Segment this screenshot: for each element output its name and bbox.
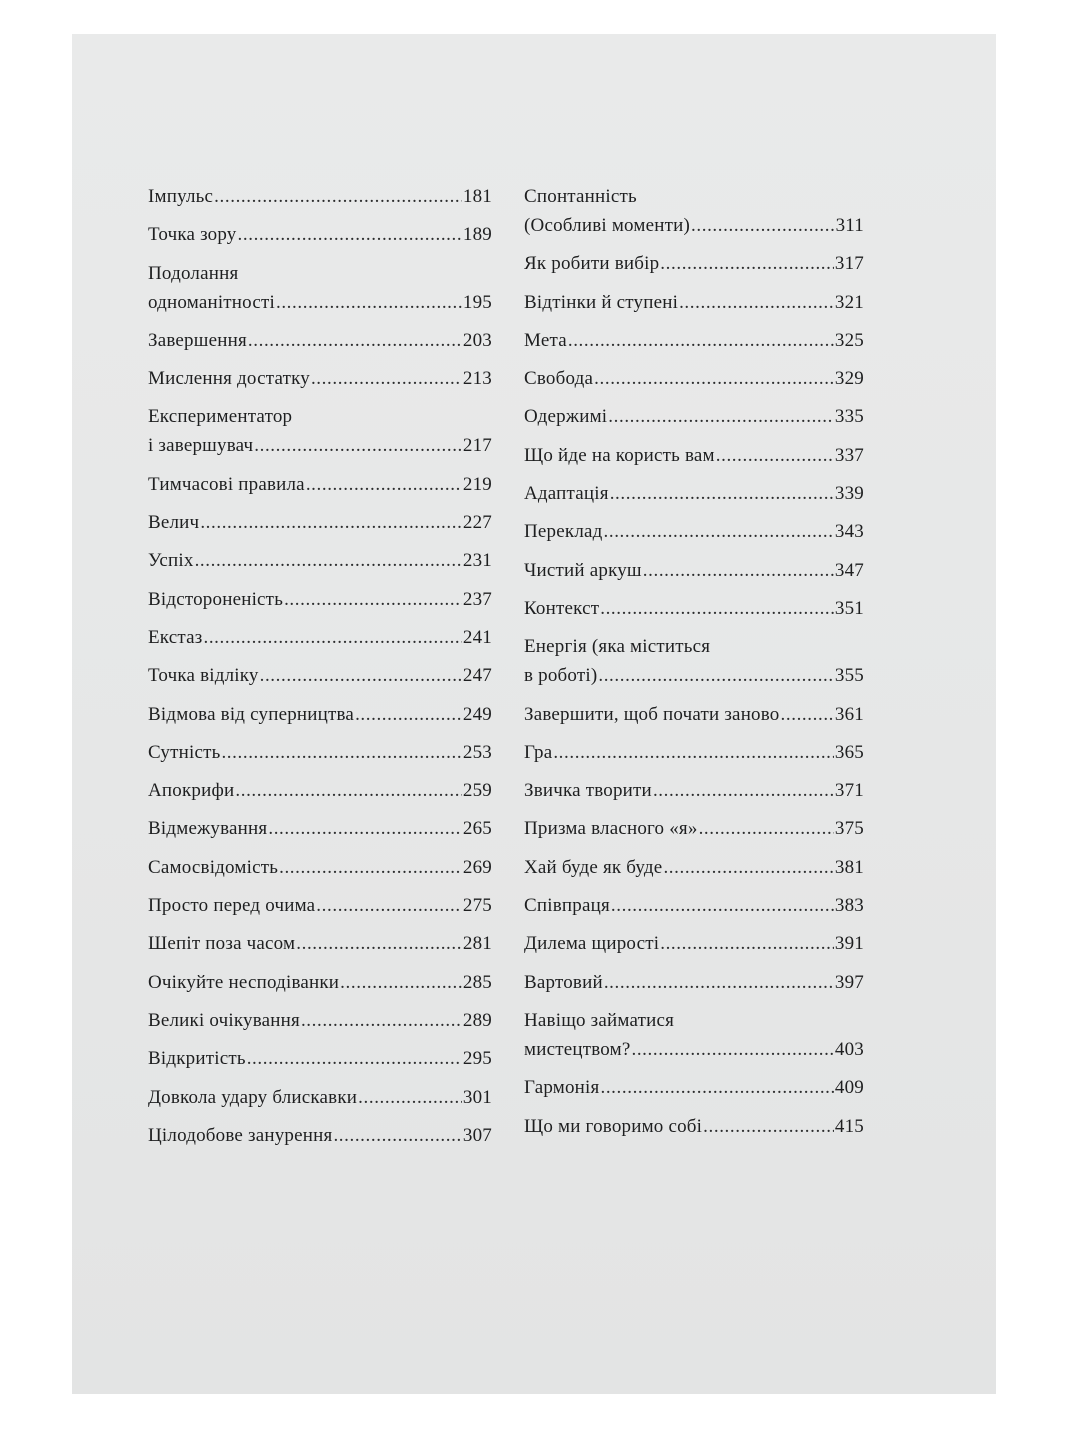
toc-entry-page-number: 365: [834, 741, 864, 763]
toc-entry-line: [524, 481, 864, 506]
toc-entry-page-number: 335: [834, 406, 864, 428]
toc-entry-title: Співпраця: [524, 895, 610, 917]
toc-entry-title: Відтінки й ступені: [524, 291, 679, 313]
toc-entry-line: [148, 587, 492, 612]
toc-entry-title: Точка відліку: [148, 665, 259, 687]
toc-entry: [148, 548, 492, 573]
toc-entry-title: мистецтвом?: [524, 1038, 631, 1060]
toc-entry-title: Що ми говоримо собі: [524, 1115, 703, 1137]
toc-entry-title: Адаптація: [524, 483, 609, 505]
toc-entry-page-number: 237: [462, 588, 492, 610]
dot-leader: [254, 433, 462, 458]
toc-entry-page-number: 329: [834, 368, 864, 390]
toc-entry-line: [148, 855, 492, 880]
dot-leader: [260, 663, 462, 688]
toc-entry-title: Великі очікування: [148, 1009, 300, 1031]
dot-leader: [316, 893, 462, 918]
toc-entry-page-number: 361: [834, 703, 864, 725]
toc-entry-title: Призма власного «я»: [524, 818, 698, 840]
toc-entry: [148, 366, 492, 391]
toc-entry: [148, 328, 492, 353]
toc-entry: [148, 855, 492, 880]
toc-entry-page-number: 375: [834, 818, 864, 840]
toc-entry-line: [524, 328, 864, 353]
toc-entry-title: Відмова від суперництва: [148, 703, 355, 725]
toc-entry-title: Відкритість: [148, 1048, 246, 1070]
toc-entry-page-number: 249: [462, 703, 492, 725]
toc-entry-line: [148, 222, 492, 247]
toc-entry-line: [148, 366, 492, 391]
toc-entry: [524, 366, 864, 391]
toc-entry-line: [524, 931, 864, 956]
toc-entry-page-number: 371: [834, 780, 864, 802]
toc-entry-line: [148, 548, 492, 573]
dot-leader: [699, 816, 834, 841]
toc-entry-line: [148, 970, 492, 995]
toc-entry-line: [524, 970, 864, 995]
toc-entry-page-number: 397: [834, 971, 864, 993]
toc-entry-title: Чистий аркуш: [524, 559, 642, 581]
toc-entry: [524, 290, 864, 315]
toc-entry-page-number: 307: [462, 1124, 492, 1146]
toc-entry-line: [148, 1046, 492, 1071]
toc-entry-title-line1: Навіщо займатися: [524, 1009, 675, 1031]
toc-entry-line: [524, 702, 864, 727]
toc-entry-title: Цілодобове занурення: [148, 1124, 333, 1146]
dot-leader: [247, 1046, 462, 1071]
dot-leader: [296, 931, 462, 956]
toc-entry: [148, 702, 492, 727]
toc-entry-title: і завершувач: [148, 435, 254, 457]
toc-entry: [148, 1123, 492, 1148]
dot-leader: [660, 251, 834, 276]
toc-entry: [524, 855, 864, 880]
toc-entry-line: [524, 1114, 864, 1139]
toc-entry-line: [148, 740, 492, 765]
dot-leader: [568, 328, 834, 353]
toc-entry: [524, 596, 864, 621]
toc-entry: [148, 1008, 492, 1033]
toc-entry: [148, 587, 492, 612]
toc-entry-page-number: 381: [834, 856, 864, 878]
toc-entry-title: одноманітності: [148, 291, 275, 313]
toc-entry-page-number: 295: [462, 1048, 492, 1070]
toc-entry-line: [524, 740, 864, 765]
dot-leader: [358, 1085, 462, 1110]
toc-entry-title-line1: Експериментатор: [148, 406, 293, 428]
toc-right-column: [524, 184, 864, 1152]
toc-entry: [148, 625, 492, 650]
toc-entry: [524, 702, 864, 727]
dot-leader: [643, 558, 834, 583]
toc-entry-line: [148, 472, 492, 497]
dot-leader: [235, 778, 462, 803]
toc-entry-line: [148, 328, 492, 353]
toc-entry-line: [148, 778, 492, 803]
dot-leader: [306, 472, 462, 497]
dot-leader: [600, 1075, 833, 1100]
toc-entry-page-number: 321: [834, 291, 864, 313]
dot-leader: [611, 893, 834, 918]
toc-entry-title: Просто перед очима: [148, 895, 316, 917]
toc-entry: [524, 778, 864, 803]
dot-leader: [594, 366, 834, 391]
toc-entry: [524, 634, 864, 688]
dot-leader: [663, 855, 833, 880]
toc-entry: [148, 663, 492, 688]
toc-entry-line: [524, 893, 864, 918]
toc-entry-page-number: 311: [835, 215, 864, 236]
dot-leader: [214, 184, 462, 209]
dot-leader: [716, 443, 834, 468]
dot-leader: [608, 404, 834, 429]
toc-entry-line: [524, 519, 864, 544]
toc-entry-page-number: 339: [834, 483, 864, 505]
dot-leader: [610, 481, 834, 506]
toc-entry-title: Відмежування: [148, 818, 268, 840]
dot-leader: [653, 778, 834, 803]
toc-entry: [524, 184, 864, 238]
dot-leader: [355, 702, 462, 727]
dot-leader: [284, 587, 462, 612]
toc-entry-title: Тимчасові правила: [148, 473, 305, 495]
toc-entry-line: [524, 443, 864, 468]
toc-entry-title: Точка зору: [148, 224, 237, 246]
toc-entry-page-number: 289: [462, 1009, 492, 1031]
toc-entry-title: Гра: [524, 741, 553, 763]
toc-entry-line: [524, 778, 864, 803]
toc-entry-line: [524, 1075, 864, 1100]
toc-entry-title: Гармонія: [524, 1077, 600, 1099]
toc-entry-title: Як робити вибір: [524, 253, 660, 275]
dot-leader: [691, 213, 835, 238]
toc-entry: [524, 328, 864, 353]
toc-entry-line: [148, 290, 492, 315]
dot-leader: [679, 290, 834, 315]
toc-entry-title: Мета: [524, 329, 567, 351]
toc-entry-page-number: 317: [834, 253, 864, 275]
toc-entry-line: [524, 213, 864, 238]
toc-entry-line: [148, 433, 492, 458]
toc-entry: [524, 816, 864, 841]
toc-entry-line: [524, 558, 864, 583]
toc-entry: [148, 893, 492, 918]
book-page: [72, 34, 996, 1394]
toc-entry-page-number: 219: [462, 473, 492, 495]
toc-entry: [148, 740, 492, 765]
toc-entry-page-number: 203: [462, 329, 492, 351]
toc-entry-page-number: 231: [462, 550, 492, 572]
toc-entry: [524, 519, 864, 544]
toc-entry-title: Імпульс: [148, 186, 214, 207]
toc-entry-page-number: 181: [462, 186, 492, 207]
toc-entry: [148, 816, 492, 841]
toc-entry-page-number: 269: [462, 856, 492, 878]
toc-entry-line: [524, 663, 864, 688]
toc-entry-line: [148, 663, 492, 688]
toc-entry: [148, 184, 492, 209]
dot-leader: [604, 970, 834, 995]
toc-entry-page-number: 241: [462, 626, 492, 648]
toc-entry: [524, 970, 864, 995]
toc-entry-page-number: 265: [462, 818, 492, 840]
toc-entry-title: Довкола удару блискавки: [148, 1086, 358, 1108]
dot-leader: [781, 702, 834, 727]
toc-entry-page-number: 213: [462, 368, 492, 390]
toc-entry-page-number: 351: [834, 597, 864, 619]
toc-entry-title: Переклад: [524, 521, 603, 543]
toc-entry-line: [524, 596, 864, 621]
toc-entry-page-number: 301: [462, 1086, 492, 1108]
toc-entry-title-line1: Спонтанність: [524, 186, 637, 207]
toc-entry-title: Велич: [148, 512, 200, 534]
toc-entry-title-line1: Енергія (яка міститься: [524, 636, 711, 658]
toc-entry: [524, 1075, 864, 1100]
toc-entry-line: [148, 625, 492, 650]
toc-entry: [524, 404, 864, 429]
toc-entry: [148, 778, 492, 803]
dot-leader: [631, 1037, 833, 1062]
toc-entry: [148, 970, 492, 995]
toc-entry-line: [148, 1008, 492, 1033]
toc-left-column: [148, 184, 492, 1161]
toc-entry-line: [524, 290, 864, 315]
toc-entry-line: [524, 366, 864, 391]
dot-leader: [340, 970, 462, 995]
toc-entry-title: Хай буде як буде: [524, 856, 663, 878]
toc-entry-title: Очікуйте несподіванки: [148, 971, 340, 993]
dot-leader: [203, 625, 461, 650]
toc-entry-line: [148, 1085, 492, 1110]
dot-leader: [333, 1123, 461, 1148]
dot-leader: [248, 328, 462, 353]
toc-entry-page-number: 195: [462, 291, 492, 313]
toc-entry-title: Успіх: [148, 550, 194, 572]
toc-entry-line: [148, 893, 492, 918]
toc-entry-title: Самосвідомість: [148, 856, 279, 878]
toc-entry-page-number: 391: [834, 933, 864, 955]
toc-entry-page-number: 403: [834, 1038, 864, 1060]
toc-entry: [148, 1085, 492, 1110]
toc-entry: [148, 1046, 492, 1071]
toc-entry-title: Відстороненість: [148, 588, 284, 610]
toc-entry-page-number: 325: [834, 329, 864, 351]
toc-entry-page-number: 275: [462, 895, 492, 917]
toc-entry: [148, 222, 492, 247]
dot-leader: [238, 222, 462, 247]
toc-entry-page-number: 217: [462, 435, 492, 457]
dot-leader: [195, 548, 462, 573]
toc-entry: [524, 1114, 864, 1139]
toc-entry-title: в роботі): [524, 665, 598, 687]
toc-entry: [524, 740, 864, 765]
toc-entry-title: Контекст: [524, 597, 600, 619]
toc-entry: [148, 931, 492, 956]
toc-entry-page-number: 281: [462, 933, 492, 955]
toc-entry-page-number: 409: [834, 1077, 864, 1099]
toc-entry-page-number: 247: [462, 665, 492, 687]
toc-entry: [524, 481, 864, 506]
dot-leader: [268, 816, 462, 841]
toc-entry-title: Звичка творити: [524, 780, 652, 802]
toc-entry: [524, 1008, 864, 1062]
toc-entry: [524, 558, 864, 583]
toc-entry-line: [148, 931, 492, 956]
toc-entry-line: [524, 816, 864, 841]
toc-entry: [148, 404, 492, 458]
toc-entry: [148, 510, 492, 535]
dot-leader: [600, 596, 834, 621]
dot-leader: [660, 931, 834, 956]
toc-entry-line: [148, 816, 492, 841]
dot-leader: [276, 290, 462, 315]
toc-entry-title: Сутність: [148, 741, 221, 763]
toc-entry-line: [524, 1037, 864, 1062]
toc-entry-title: Що йде на користь вам: [524, 444, 715, 466]
toc-entry-title: Апокрифи: [148, 780, 235, 802]
dot-leader: [553, 740, 834, 765]
toc-entry-line: [148, 184, 492, 209]
dot-leader: [279, 855, 462, 880]
toc-entry-page-number: 253: [462, 741, 492, 763]
toc-entry: [148, 472, 492, 497]
toc-entry-page-number: 189: [462, 224, 492, 246]
toc-entry-line: [524, 251, 864, 276]
toc-entry-page-number: 285: [462, 971, 492, 993]
toc-entry-page-number: 227: [462, 512, 492, 534]
toc-entry-line: [148, 702, 492, 727]
toc-entry-page-number: 259: [462, 780, 492, 802]
dot-leader: [200, 510, 462, 535]
toc-entry-title: Мислення достатку: [148, 368, 310, 390]
toc-entry-page-number: 415: [834, 1115, 864, 1137]
dot-leader: [604, 519, 834, 544]
toc-entry-title: Шепіт поза часом: [148, 933, 296, 955]
toc-entry-title: Свобода: [524, 368, 594, 390]
toc-entry: [524, 893, 864, 918]
toc-entry-line: [148, 1123, 492, 1148]
toc-entry-title: Вартовий: [524, 971, 603, 993]
dot-leader: [301, 1008, 462, 1033]
dot-leader: [311, 366, 462, 391]
toc-entry-page-number: 343: [834, 521, 864, 543]
toc-entry-line: [524, 404, 864, 429]
toc-entry: [524, 931, 864, 956]
toc-entry: [148, 261, 492, 315]
dot-leader: [221, 740, 461, 765]
toc-entry: [524, 251, 864, 276]
toc-entry-page-number: 347: [834, 559, 864, 581]
toc-entry-title: Одержимі: [524, 406, 608, 428]
toc-entry-title: Завершити, щоб почати заново: [524, 703, 780, 725]
dot-leader: [598, 663, 834, 688]
toc-entry-title: Завершення: [148, 329, 247, 351]
toc-entry-page-number: 337: [834, 444, 864, 466]
toc-entry-title: Дилема щирості: [524, 933, 660, 955]
toc-entry-page-number: 383: [834, 895, 864, 917]
toc-entry: [524, 443, 864, 468]
toc-entry-page-number: 355: [834, 665, 864, 687]
toc-entry-title: (Особливі моменти): [524, 215, 691, 236]
toc-entry-title-line1: Подолання: [148, 262, 239, 284]
dot-leader: [703, 1114, 834, 1139]
toc-entry-title: Екстаз: [148, 626, 203, 648]
toc-entry-line: [524, 855, 864, 880]
toc-entry-line: [148, 510, 492, 535]
